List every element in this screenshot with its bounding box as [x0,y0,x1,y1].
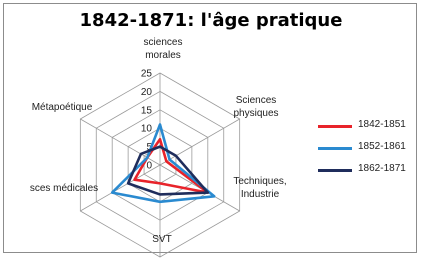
axis-label: Techniques, [233,176,287,187]
axis-label: Sciences [235,95,277,106]
r-tick-label: 5 [146,142,152,154]
r-tick-label: 25 [140,68,152,80]
legend-swatch [318,169,352,172]
axis-spoke [160,119,240,165]
legend-item [318,163,418,177]
axis-label: physiques [233,108,279,119]
r-tick-label: 20 [140,86,152,98]
r-tick-label: 10 [140,123,152,135]
axis-label: Industrie [240,189,280,200]
legend-swatch [318,125,352,128]
axis-label: Métapoétique [31,102,93,113]
legend-swatch [318,147,352,150]
legend-label: 1852-1861 [358,141,406,152]
axis-label: sciences [143,37,183,48]
r-tick-label: 15 [140,105,152,117]
axis-label: sces médicales [29,183,99,194]
legend-label: 1862-1871 [358,163,406,174]
r-tick-label: 0 [146,160,152,172]
legend-item [318,119,418,133]
axis-label: SVT [152,234,172,245]
legend-item [318,141,418,155]
axis-label: morales [145,50,181,61]
chart-title: 1842-1871: l'âge pratique [79,10,343,31]
legend-label: 1842-1851 [358,119,406,130]
